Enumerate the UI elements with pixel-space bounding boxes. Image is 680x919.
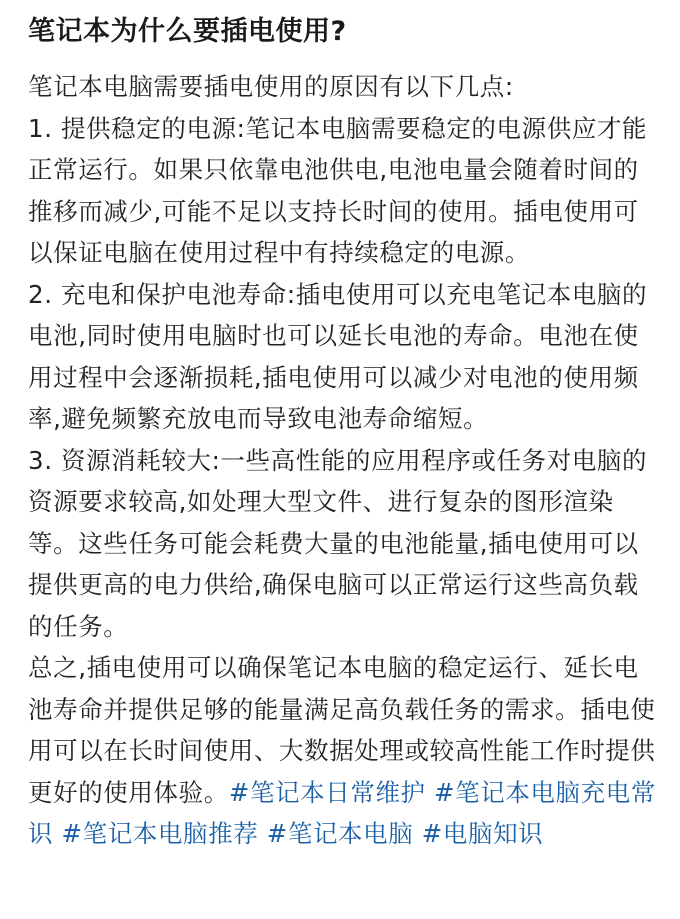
hashtag-link[interactable]: #笔记本日常维护 bbox=[228, 777, 426, 807]
intro-paragraph: 笔记本电脑需要插电使用的原因有以下几点: bbox=[28, 72, 514, 101]
answer-post bbox=[0, 12, 680, 855]
hashtag-link[interactable]: #笔记本电脑推荐 bbox=[61, 819, 259, 848]
hashtag-link[interactable]: #笔记本电脑充电常识 bbox=[28, 777, 656, 848]
conclusion-text: 总之,插电使用可以确保笔记本电脑的稳定运行、延长电池寿命并提供足够的能量满足高负载任务的需求。插电使用可以在长时间使用、大数据处理或较高性能工作时提供更好的使用体验。 bbox=[28, 653, 656, 807]
page-title: 笔记本为什么要插电使用? bbox=[28, 16, 347, 47]
point-2-paragraph: 2. 充电和保护电池寿命:插电使用可以充电笔记本电脑的电池,同时使用电脑时也可以延长电池的寿命。电池在使用过程中会逐渐损耗,插电使用可以减少对电池的使用频率,避免频繁充放电而导致电池寿命缩短。 bbox=[28, 279, 648, 433]
conclusion-paragraph bbox=[28, 647, 656, 855]
point-3-paragraph: 3. 资源消耗较大:一些高性能的应用程序或任务对电脑的资源要求较高,如处理大型文件、进行复杂的图形渲染等。这些任务可能会耗费大量的电池能量,插电使用可以提供更高的电力供给,确保电脑可以正常运行这些高负载的任务。 bbox=[28, 445, 648, 641]
point-1-paragraph: 1. 提供稳定的电源:笔记本电脑需要稳定的电源供应才能正常运行。如果只依靠电池供电,电池电量会随着时间的推移而减少,可能不足以支持长时间的使用。插电使用可以保证电脑在使用过程中有持续稳定的电源。 bbox=[28, 113, 648, 267]
answer-body bbox=[28, 66, 656, 855]
hashtag-link[interactable]: #笔记本电脑 bbox=[266, 819, 414, 848]
hashtag-link[interactable]: #电脑知识 bbox=[421, 819, 544, 848]
